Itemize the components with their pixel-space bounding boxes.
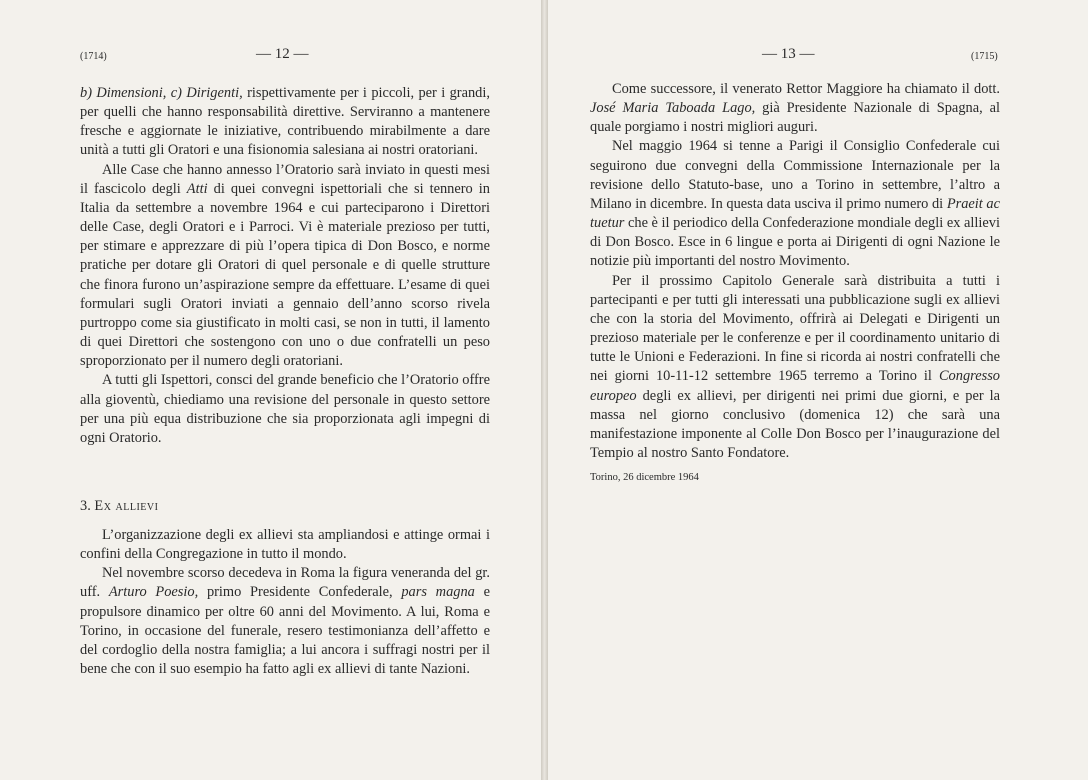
paragraph-text: e propulsore dinamico per oltre 60 anni del Movimento. A lui, Roma e Torino, in occasione del funerale, resero testimonianza dell’affetto e del cordoglio della nostra famiglia; a lui ancora i suffragi nostri per il bene che con il suo esempio ha fatto agli ex allievi di tante Nazioni. xyxy=(80,584,490,678)
emphasis: Atti xyxy=(186,180,208,197)
emphasis: José Maria Taboada Lago, xyxy=(590,100,756,117)
right-body-text xyxy=(590,80,1000,463)
left-section-text xyxy=(80,526,490,679)
emphasis: Dirigenti, xyxy=(186,85,243,101)
paragraph xyxy=(590,80,1000,137)
paragraph xyxy=(80,564,490,679)
paragraph-text: degli ex allievi, per dirigenti nei primi due giorni, e per la massa nel giorno conclusivo (domenica 12) che sarà una manifestazione imponente al Colle Don Bosco per l’inaugurazione del Tempio al nostro Santo Fondatore. xyxy=(590,387,1000,461)
enum-b: b) xyxy=(80,85,92,101)
folio-right: (1715) xyxy=(971,51,998,62)
section-number: 3. xyxy=(80,498,91,514)
paragraph xyxy=(80,84,490,161)
section-heading xyxy=(80,498,158,515)
paragraph: L’organizzazione degli ex allievi sta ampliandosi e attinge ormai i confini della Congregazione in tutto il mondo. xyxy=(80,527,490,563)
paragraph-text: di quei convegni ispettoriali che si tennero in Italia da settembre a novembre 1964 e cui parteciparono i Direttori delle Case, degli Oratori e i Parroci. Vi è materiale prezioso per tutti, per stimare e apprezzare di più l’opera tipica di Don Bosco, e norme pratiche per dotare gli Oratori di quel personale e di quelle strutture che finora furono un’aspirazione sempre da effettuare. L’esame di quei formulari sugli Oratori inviati a gennaio dell’anno scorso rivela purtroppo come sia giustificato in molti casi, se non in tutti, il lamento di quei Direttori che sostengono con uno o due confratelli un peso sproporzionato per il numero degli oratoriani. xyxy=(80,180,490,370)
paragraph-text: che è il periodico della Confederazione mondiale degli ex allievi di Don Bosco. Esce in 6 lingue e porta ai Dirigenti di ogni Nazione le notizie più importanti del nostro Movimento. xyxy=(590,215,1000,270)
page-number-right: — 13 — xyxy=(762,46,815,62)
page-number-left: — 12 — xyxy=(256,46,309,62)
paragraph-text: rispettivamente per i piccoli, per i grandi, per quelli che hanno responsabilità direttive. Serviranno a mantenere fresche e aggiornate le iniziative, contribuendo mirabilmente a dare unità a tutti gli Oratori e una fisionomia salesiana ai nostri oratoriani. xyxy=(80,85,490,159)
left-body-text xyxy=(80,84,490,448)
paragraph xyxy=(590,137,1000,271)
emphasis: Praeit ac tuetur xyxy=(590,195,1000,232)
enum-c: c) xyxy=(170,85,182,101)
left-page xyxy=(0,0,541,780)
book-gutter xyxy=(541,0,548,780)
paragraph-text: Nel maggio 1964 si tenne a Parigi il Consiglio Confederale cui seguirono due convegni della Commissione Internazionale per la revisione dello Statuto-base, uno a Torino in settembre, l’altro a Milano in dicembre. In questa data usciva il primo numero di xyxy=(590,138,1000,212)
emphasis: pars magna xyxy=(401,584,475,601)
date-line: Torino, 26 dicembre 1964 xyxy=(590,472,699,483)
paragraph-text: Nel novembre scorso decedeva in Roma la figura veneranda del gr. uff. xyxy=(80,565,490,601)
paragraph xyxy=(590,272,1000,464)
paragraph-text: Come successore, il venerato Rettor Maggiore ha chiamato il dott. xyxy=(612,81,1000,97)
right-page xyxy=(548,0,1088,780)
emphasis: Dimensioni, xyxy=(96,85,167,101)
paragraph: A tutti gli Ispettori, consci del grande beneficio che l’Oratorio offre alla gioventù, chiediamo una revisione del personale in questo settore per una più equa distribuzione che sia proporzionata agli impegni di ogni Oratorio. xyxy=(80,372,490,446)
paragraph-text: Alle Case che hanno annesso l’Oratorio sarà inviato in questi mesi il fascicolo degli xyxy=(80,161,490,197)
emphasis: Congresso europeo xyxy=(590,368,1000,404)
paragraph-text: Per il prossimo Capitolo Generale sarà distribuita a tutti i partecipanti e per tutti gli interessati una pubblicazione sugli ex allievi che con la storia del Movimento, offrirà ai Delegati e Dirigenti un prezioso materiale per le conferenze e per il coordinamento unitario di tutte le Unioni e Federazioni. In fine si ricorda ai nostri confratelli che nei giorni 10-11-12 settembre 1965 terremo a Torino il xyxy=(590,272,1000,385)
paragraph xyxy=(80,161,490,372)
folio-left: (1714) xyxy=(80,51,107,62)
paragraph-text: già Presidente Nazionale di Spagna, al quale porgiamo i nostri migliori auguri. xyxy=(590,100,1000,136)
emphasis: Arturo Poesio, xyxy=(108,584,199,601)
paragraph-text: primo Presidente Confederale, xyxy=(206,584,393,601)
section-title: Ex allievi xyxy=(94,498,159,514)
